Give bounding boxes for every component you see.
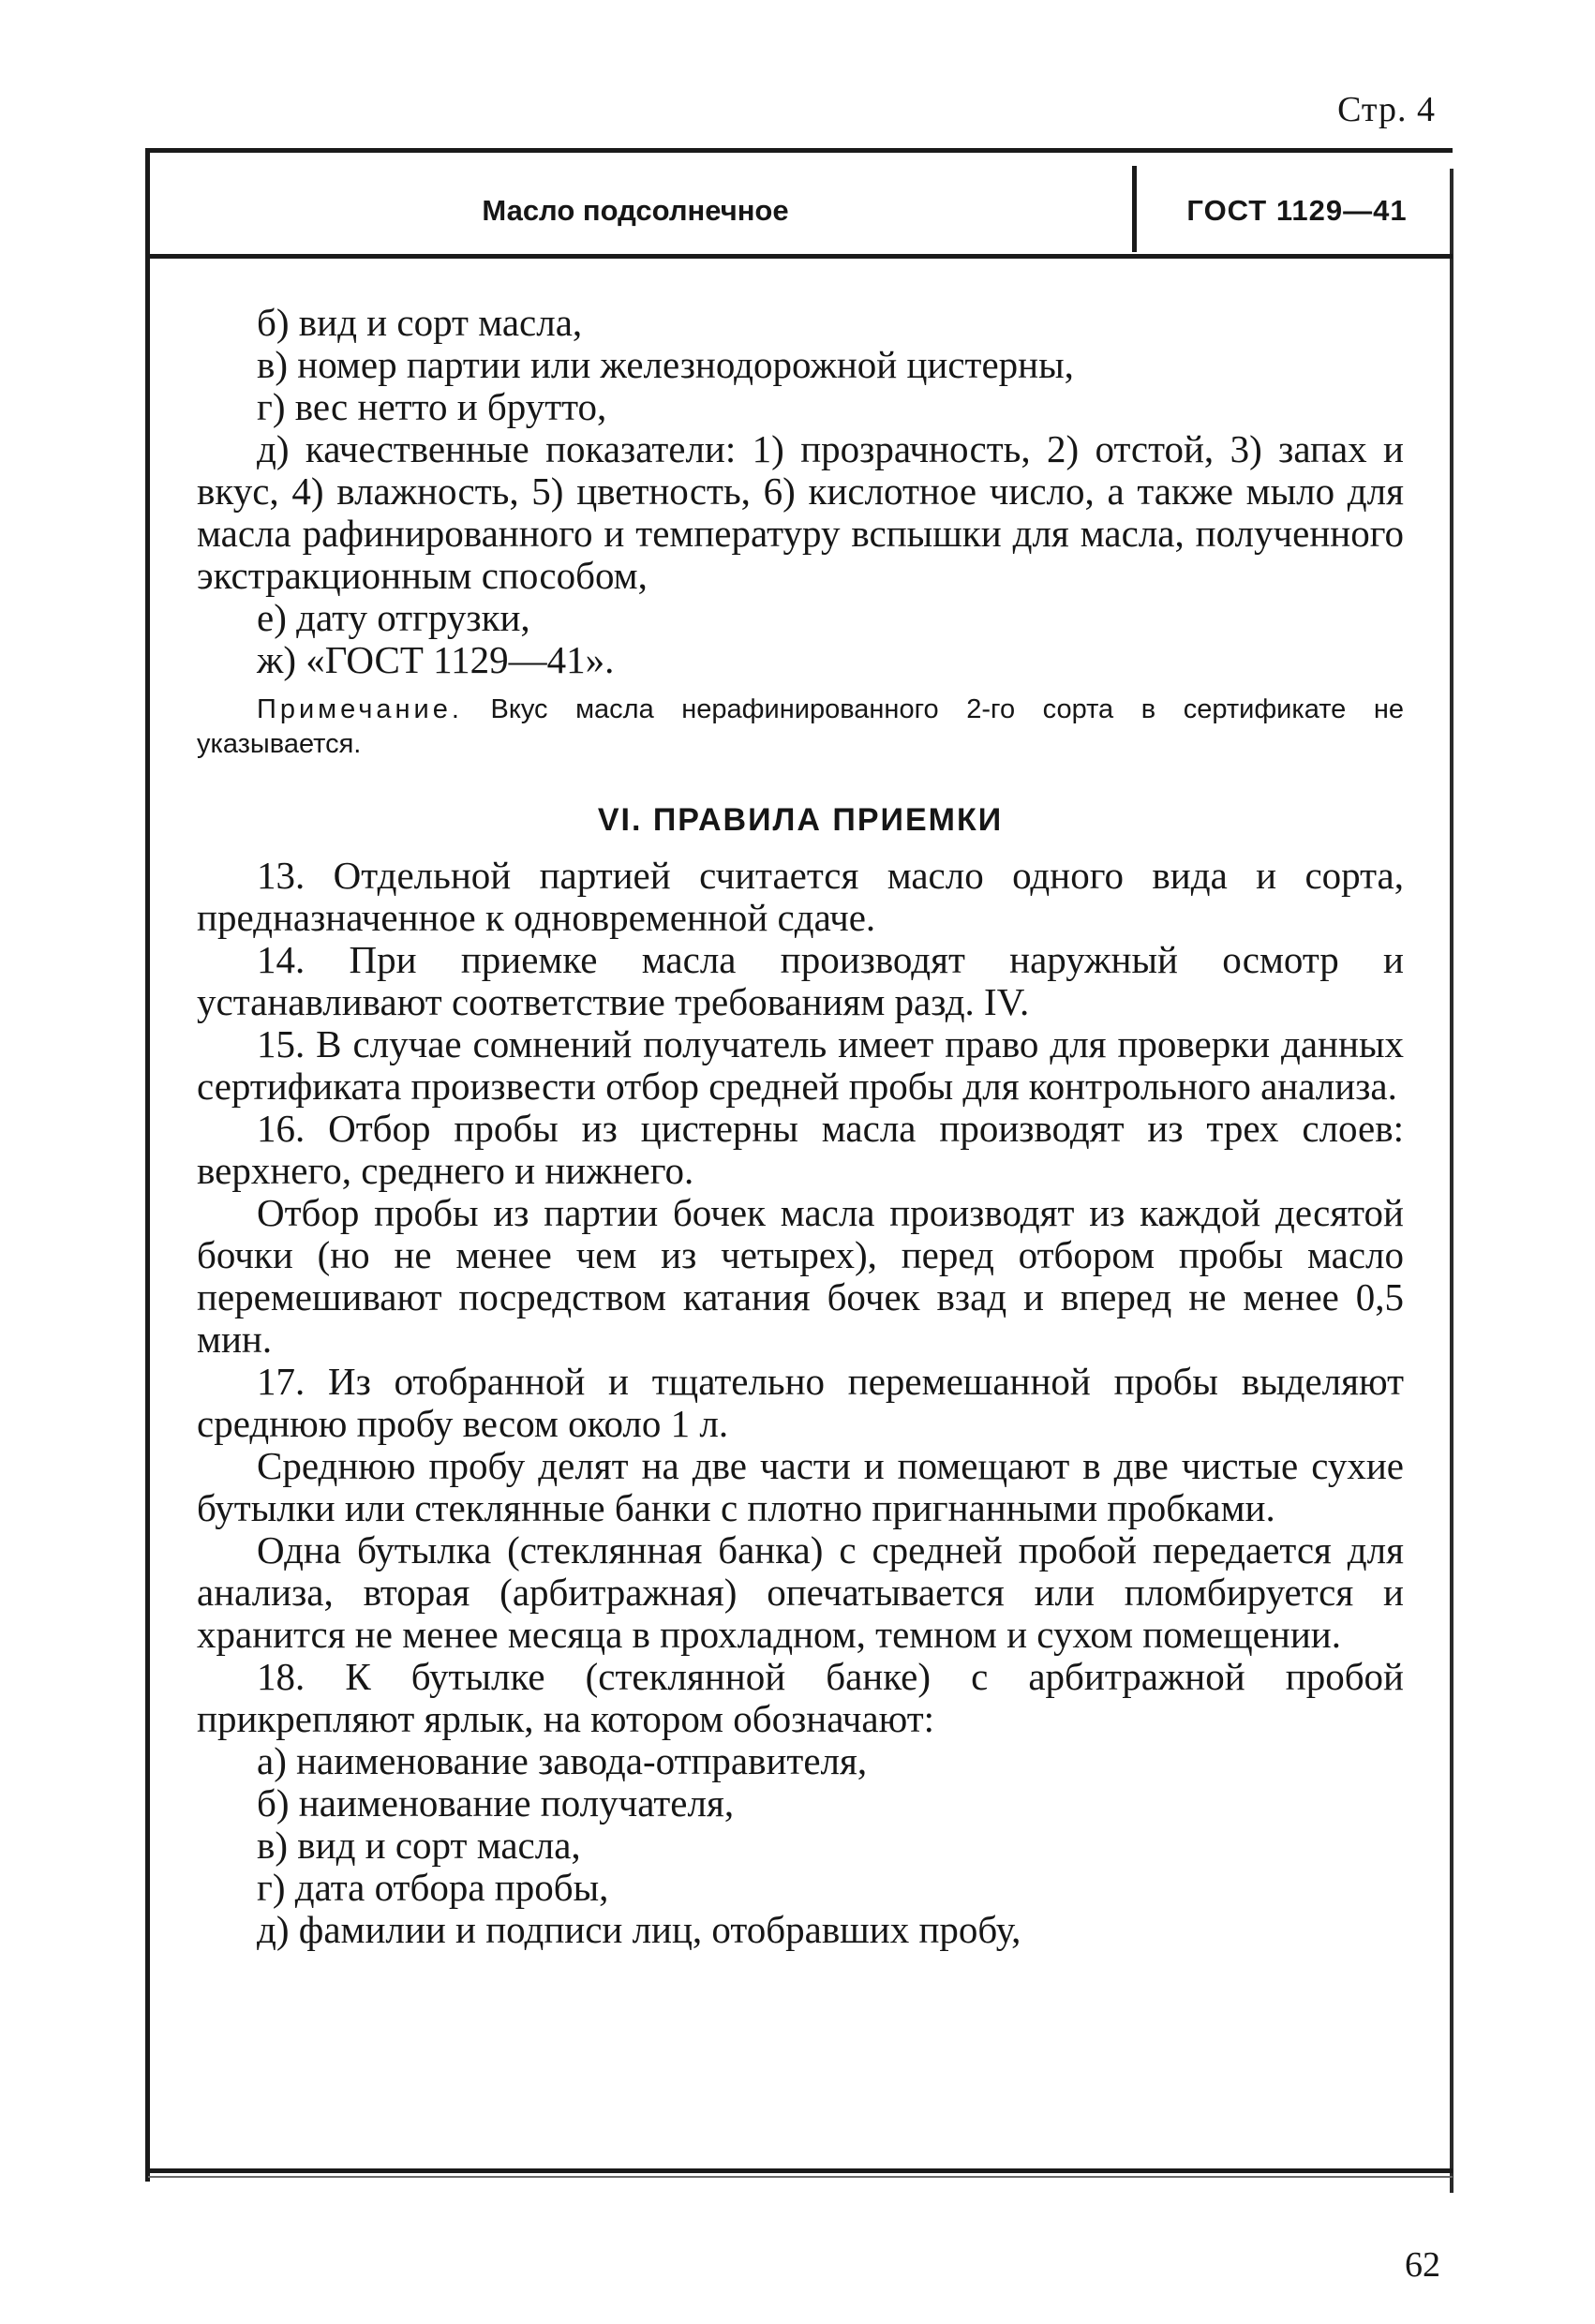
paragraph: 13. Отдельной партией считается масло одного вида и сорта, предназначенное к одновременной сдаче. <box>197 854 1404 939</box>
left-border-rule <box>145 148 150 2182</box>
paragraph: 14. При приемке масла производят наружный осмотр и устанавливают соответствие требованиям разд. IV. <box>197 938 1404 1023</box>
footer-rule <box>148 2168 1453 2173</box>
header-divider <box>1132 166 1137 252</box>
list-item: г) вес нетто и брутто, <box>257 385 607 428</box>
paragraph: Одна бутылка (стеклянная банка) с средней пробой передается для анализа, вторая (арбитражная) опечатывается или пломбируется и хранится не менее месяца в прохладном, темном и сухом помещении. <box>197 1528 1404 1656</box>
document-title: Масло подсолнечное <box>482 194 789 227</box>
footer-rule-thin <box>148 2176 1453 2178</box>
list-item: в) вид и сорт масла, <box>257 1824 581 1867</box>
list-item: г) дата отбора пробы, <box>257 1866 609 1909</box>
list-item: е) дату отгрузки, <box>257 596 530 639</box>
paragraph: Отбор пробы из партии бочек масла производят из каждой десятой бочки (но не менее чем из четырех), перед отбором пробы масло перемешивают посредством катания бочек взад и вперед не менее 0,5 мин. <box>197 1191 1404 1361</box>
paragraph: 17. Из отобранной и тщательно перемешанной пробы выделяют среднюю пробу весом около 1 л. <box>197 1360 1404 1445</box>
list-item: ж) «ГОСТ 1129—41». <box>257 638 615 681</box>
right-border-rule <box>1450 169 1453 2193</box>
paragraph: 18. К бутылке (стеклянной банке) с арбитражной пробой прикрепляют ярлык, на котором обозначают: <box>197 1655 1404 1740</box>
standard-number: ГОСТ 1129—41 <box>1186 194 1408 227</box>
paragraph: Среднюю пробу делят на две части и помещают в две чистые сухие бутылки или стеклянные банки с плотно пригнанными пробками. <box>197 1444 1404 1529</box>
paragraph: 16. Отбор пробы из цистерны масла производят из трех слоев: верхнего, среднего и нижнего. <box>197 1107 1404 1192</box>
paragraph: 15. В случае сомнений получатель имеет право для проверки данных сертификата произвести отбор средней пробы для контрольного анализа. <box>197 1022 1404 1108</box>
list-item: а) наименование завода-отправителя, <box>257 1739 868 1782</box>
document-header <box>148 148 1453 259</box>
page-label: Стр. 4 <box>1337 90 1436 129</box>
list-item: б) вид и сорт масла, <box>257 301 583 344</box>
list-item: д) фамилии и подписи лиц, отобравших пробу, <box>257 1908 1021 1951</box>
note-text: Вкус масла нерафинированного 2-го сорта в сертификате не указывается. <box>197 694 1404 759</box>
list-item: б) наименование получателя, <box>257 1781 735 1825</box>
document-body <box>197 302 1404 1951</box>
note-label: Примечание. <box>257 694 463 724</box>
section-title: VI. ПРАВИЛА ПРИЕМКИ <box>597 802 1004 838</box>
list-item: в) номер партии или железнодорожной цистерны, <box>257 343 1074 386</box>
note <box>197 693 1404 762</box>
page-number: 62 <box>1405 2245 1440 2285</box>
list-item: д) качественные показатели: 1) прозрачность, 2) отстой, 3) запах и вкус, 4) влажность, 5) цветность, 6) кислотное число, а также мыло для масла рафинированного и температуру вспышки для масла, полученного экстракционным способом, <box>197 427 1404 597</box>
